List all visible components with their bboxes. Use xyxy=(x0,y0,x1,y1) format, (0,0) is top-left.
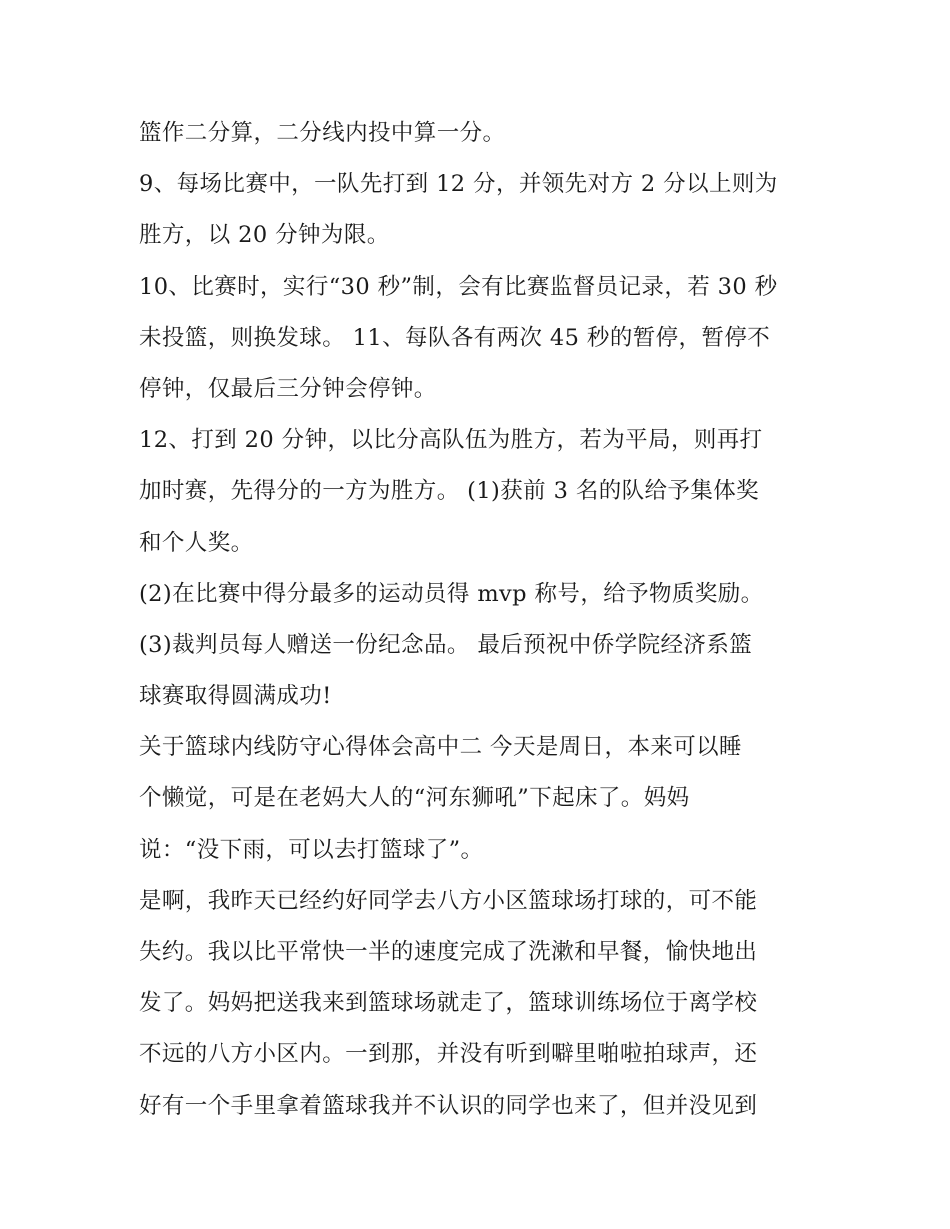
text-line: 10、比赛时，实行“30 秒”制，会有比赛监督员记录，若 30 秒 xyxy=(139,273,778,300)
text-line: 9、每场比赛中，一队先打到 12 分，并领先对方 2 分以上则为 xyxy=(139,171,778,198)
text-line: 球赛取得圆满成功! xyxy=(139,683,332,710)
text-line: (3)裁判员每人赠送一份纪念品。 最后预祝中侨学院经济系篮 xyxy=(139,631,753,658)
text-line: 说：“没下雨，可以去打篮球了”。 xyxy=(139,836,484,863)
text-line: 篮作二分算，二分线内投中算一分。 xyxy=(139,120,506,146)
text-line: 是啊，我昨天已经约好同学去八方小区篮球场打球的，可不能 xyxy=(139,887,758,914)
text-line: 胜方，以 20 分钟为限。 xyxy=(139,222,390,249)
text-line: 加时赛，先得分的一方为胜方。 (1)获前 3 名的队给予集体奖 xyxy=(139,478,760,505)
text-line: 未投篮，则换发球。 11、每队各有两次 45 秒的暂停，暂停不 xyxy=(139,324,771,351)
text-line: 失约。我以比平常快一半的速度完成了洗漱和早餐，愉快地出 xyxy=(139,939,758,965)
text-line: (2)在比赛中得分最多的运动员得 mvp 称号，给予物质奖励。 xyxy=(139,580,764,607)
text-line: 关于篮球内线防守心得体会高中二 今天是周日，本来可以睡 xyxy=(139,734,742,761)
text-line: 停钟，仅最后三分钟会停钟。 xyxy=(139,375,437,402)
text-line: 不远的八方小区内。一到那，并没有听到噼里啪啦拍球声，还 xyxy=(139,1041,758,1068)
document-body xyxy=(139,108,819,1132)
text-line: 个懒觉，可是在老妈大人的“河东狮吼”下起床了。妈妈 xyxy=(139,785,690,812)
text-line: 12、打到 20 分钟，以比分高队伍为胜方，若为平局，则再打 xyxy=(139,427,763,454)
text-line: 好有一个手里拿着篮球我并不认识的同学也来了，但并没见到 xyxy=(139,1092,758,1119)
text-line: 发了。妈妈把送我来到篮球场就走了，篮球训练场位于离学校 xyxy=(139,990,758,1017)
text-line: 和个人奖。 xyxy=(139,529,254,556)
